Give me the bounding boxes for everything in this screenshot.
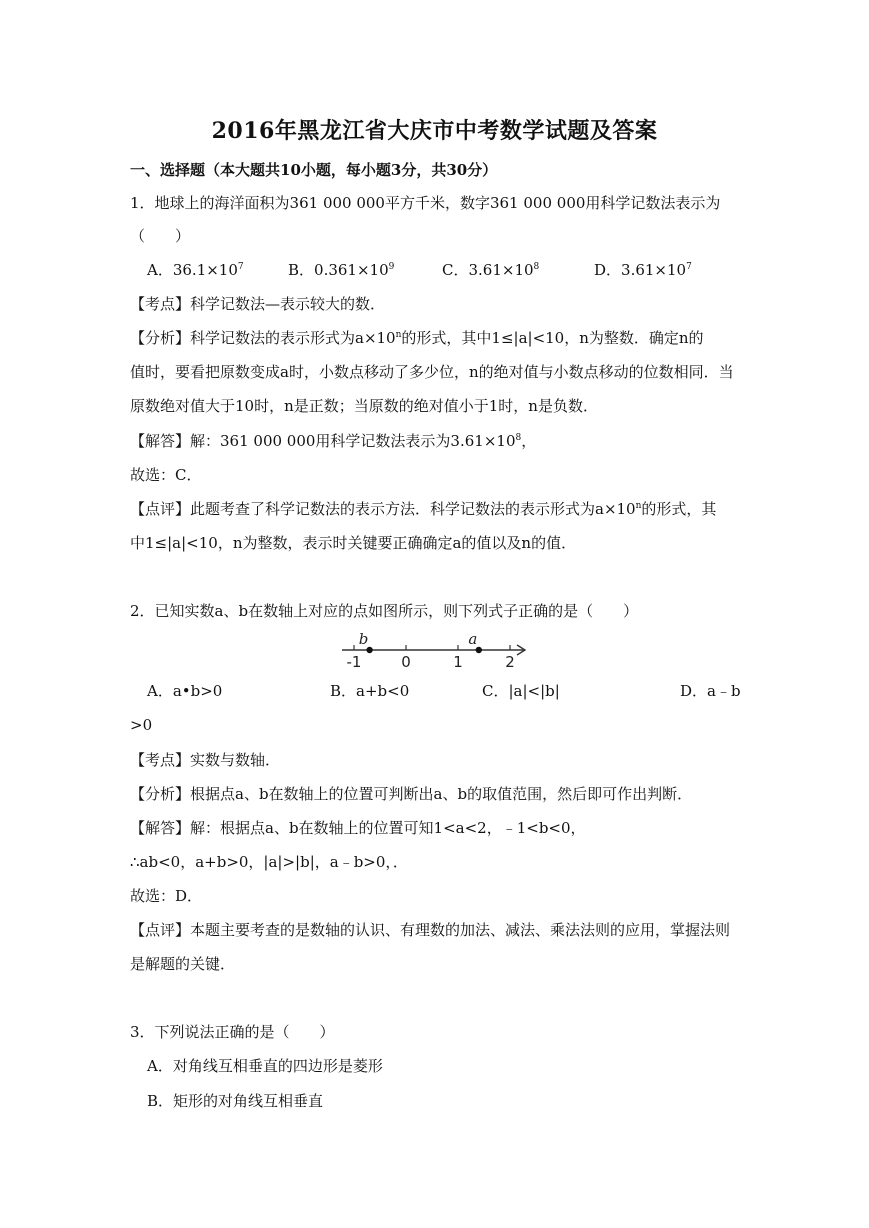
q2-option-d-cont: >0	[130, 716, 153, 734]
q1-option-c: C．$3.61\times 10^8$	[442, 261, 540, 279]
point-b-label: b	[358, 630, 369, 648]
tick-label: -1	[346, 653, 362, 671]
q2-answer: 故选：D．	[130, 887, 203, 905]
q3-stem: 3．下列说法正确的是（ ）	[130, 1023, 335, 1041]
tick-label: 2	[505, 653, 515, 671]
q1-option-a: A．$36.1\times 10^7$	[147, 261, 244, 279]
section-heading: 一、选择题（本大题共10小题，每小题3分，共30分）	[130, 161, 498, 179]
q1-fenxi-line2: 值时，要看把原数变成a时，小数点移动了多少位，n的绝对值与小数点移动的位数相同．当	[130, 363, 734, 381]
q1-answer: 故选：C．	[130, 466, 202, 484]
number-line-figure	[340, 630, 530, 672]
q1-kaodian: 【考点】科学记数法—表示较大的数．	[130, 295, 386, 313]
q3-option-a: A．对角线互相垂直的四边形是菱形	[147, 1057, 383, 1075]
q1-dianping-line1: 【点评】此题考查了科学记数法的表示方法．科学记数法的表示形式为$a\times 10^n$的形式，其	[130, 500, 717, 518]
q1-fenxi-line3: 原数绝对值大于10时，n是正数；当原数的绝对值小于1时，n是负数．	[130, 397, 598, 415]
q2-stem: 2．已知实数a、b在数轴上对应的点如图所示，则下列式子正确的是（ ）	[130, 602, 639, 620]
q1-option-b: B．$0.361\times 10^9$	[288, 261, 395, 279]
q1-jieda: 【解答】解：361 000 000用科学记数法表示为$3.61\times 10^8$，	[130, 432, 537, 450]
q2-option-c: C．|a|<|b|	[482, 682, 560, 700]
tick-label: 1	[453, 653, 463, 671]
q2-option-a: A．a•b>0	[147, 682, 223, 700]
q2-jieda-line2: ∴ab<0，a+b>0，|a|>|b|，a﹣b>0，．	[130, 853, 408, 871]
q1-fenxi-line1: 【分析】科学记数法的表示形式为$a\times 10^n$的形式，其中1≤|a|<10，n为整数．确定n的	[130, 329, 704, 347]
q2-option-b: B．a+b<0	[330, 682, 410, 700]
q3-option-b: B．矩形的对角线互相垂直	[147, 1092, 324, 1110]
q2-dianping-line1: 【点评】本题主要考查的是数轴的认识、有理数的加法、减法、乘法法则的应用，掌握法则	[130, 921, 731, 939]
q2-jieda: 【解答】解：根据点a、b在数轴上的位置可知1<a<2，﹣1<b<0，	[130, 819, 586, 837]
number-line-svg	[340, 630, 530, 672]
page-title: 2016年黑龙江省大庆市中考数学试题及答案	[211, 118, 658, 144]
q2-dianping-line2: 是解题的关键．	[130, 955, 236, 973]
q2-fenxi: 【分析】根据点a、b在数轴上的位置可判断出a、b的取值范围，然后即可作出判断．	[130, 785, 693, 803]
q1-stem-brackets: （ ）	[130, 227, 191, 245]
q1-option-d: D．$3.61\times 10^7$	[594, 261, 692, 279]
q1-dianping-line2: 中1≤|a|<10，n为整数，表示时关键要正确确定a的值以及n的值．	[130, 534, 577, 552]
point-a-label: a	[468, 630, 478, 648]
q2-option-d: D．a﹣b	[680, 682, 741, 700]
tick-label: 0	[401, 653, 411, 671]
q1-stem: 1．地球上的海洋面积为361 000 000平方千米，数字361 000 000用科学记数法表示为	[130, 194, 721, 212]
q2-kaodian: 【考点】实数与数轴．	[130, 751, 281, 769]
